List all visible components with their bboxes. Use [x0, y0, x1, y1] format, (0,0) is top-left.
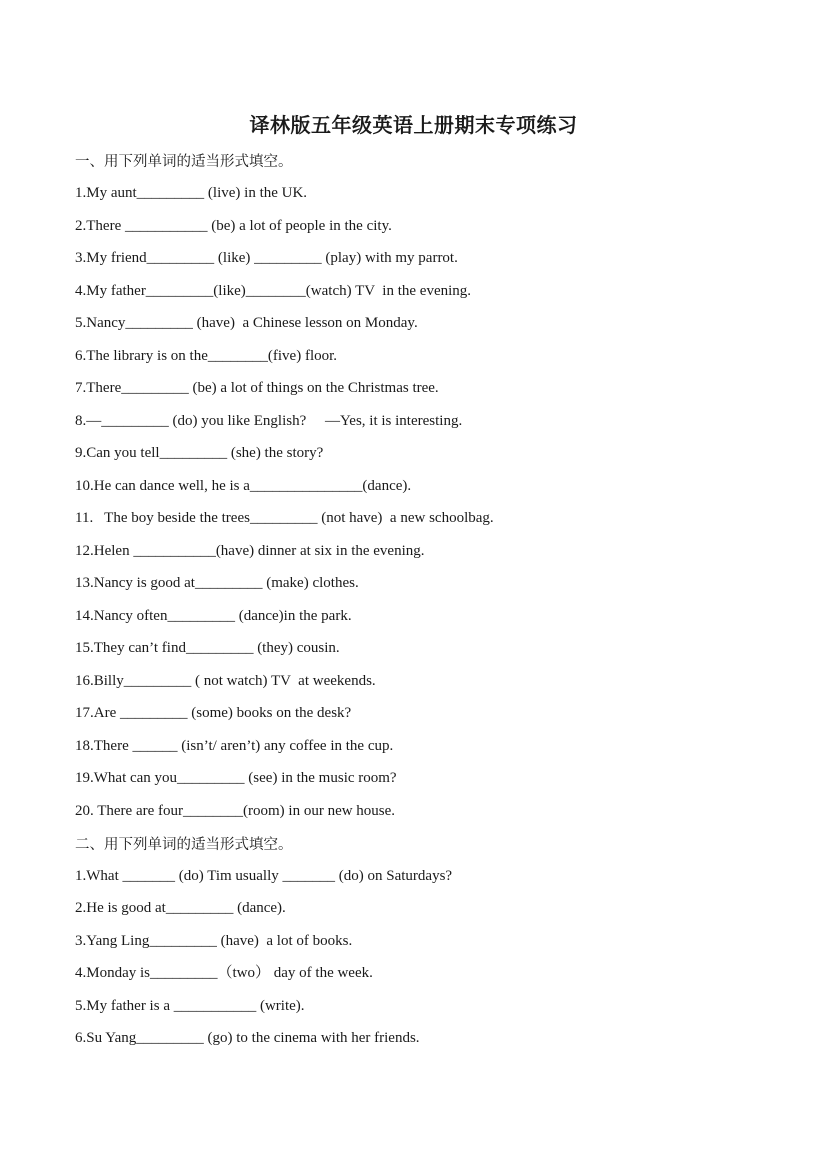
- section-2-heading: 二、用下列单词的适当形式填空。: [75, 837, 293, 853]
- question-1-13: 13.Nancy is good at_________ (make) clothes.: [75, 575, 359, 591]
- question-1-16: 16.Billy_________ ( not watch) TV at weekends.: [75, 673, 376, 689]
- question-1-8: 8.—_________ (do) you like English? —Yes, it is interesting.: [75, 413, 463, 429]
- question-1-17: 17.Are _________ (some) books on the desk?: [75, 705, 352, 721]
- page-title: 译林版五年级英语上册期末专项练习: [249, 113, 578, 137]
- question-1-14: 14.Nancy often_________ (dance)in the park.: [75, 608, 352, 624]
- question-1-11: 11. The boy beside the trees_________ (not have) a new schoolbag.: [75, 510, 494, 526]
- question-1-20: 20. There are four________(room) in our new house.: [75, 803, 396, 819]
- question-1-9: 9.Can you tell_________ (she) the story?: [75, 445, 324, 461]
- question-2-6: 6.Su Yang_________ (go) to the cinema with her friends.: [75, 1030, 420, 1046]
- question-1-12: 12.Helen ___________(have) dinner at six in the evening.: [75, 543, 425, 559]
- question-1-1: 1.My aunt_________ (live) in the UK.: [75, 185, 308, 201]
- question-1-6: 6.The library is on the________(five) floor.: [75, 348, 338, 364]
- question-1-15: 15.They can’t find_________ (they) cousin.: [75, 640, 340, 656]
- question-1-18: 18.There ______ (isn’t/ aren’t) any coffee in the cup.: [75, 738, 394, 754]
- question-2-2: 2.He is good at_________ (dance).: [75, 900, 286, 916]
- question-1-7: 7.There_________ (be) a lot of things on the Christmas tree.: [75, 380, 439, 396]
- question-1-2: 2.There ___________ (be) a lot of people in the city.: [75, 218, 392, 234]
- question-1-5: 5.Nancy_________ (have) a Chinese lesson on Monday.: [75, 315, 418, 331]
- question-1-10: 10.He can dance well, he is a_______________(dance).: [75, 478, 412, 494]
- question-2-5: 5.My father is a ___________ (write).: [75, 998, 305, 1014]
- section-1-heading: 一、用下列单词的适当形式填空。: [75, 154, 293, 170]
- question-1-19: 19.What can you_________ (see) in the music room?: [75, 770, 397, 786]
- question-1-4: 4.My father_________(like)________(watch) TV in the evening.: [75, 283, 472, 299]
- question-1-3: 3.My friend_________ (like) _________ (play) with my parrot.: [75, 250, 458, 266]
- question-2-1: 1.What _______ (do) Tim usually _______ (do) on Saturdays?: [75, 868, 453, 884]
- question-2-3: 3.Yang Ling_________ (have) a lot of books.: [75, 933, 353, 949]
- question-2-4: 4.Monday is_________（two） day of the week.: [75, 965, 373, 981]
